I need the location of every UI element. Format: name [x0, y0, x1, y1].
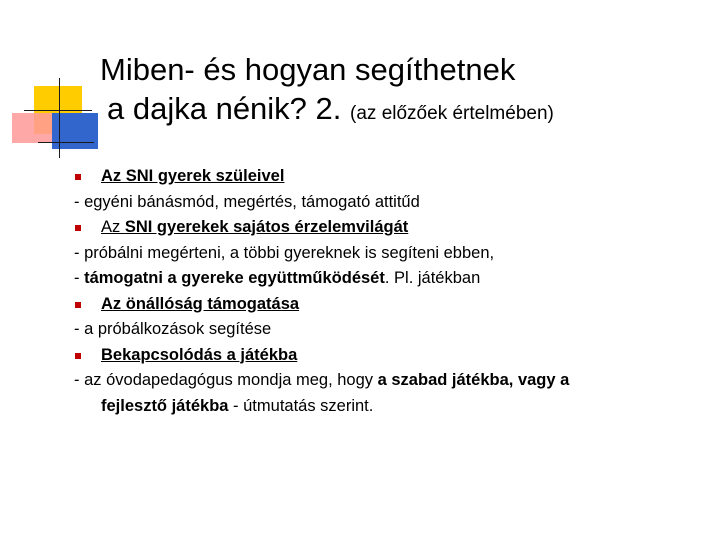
- horizontal-line-top: [24, 110, 92, 111]
- bullet-square-icon: [75, 302, 81, 308]
- line-text-4: - a próbálkozások segítése: [74, 320, 272, 338]
- line-text-5-bold: a szabad játékba, vagy a: [377, 371, 570, 389]
- bullet-text-1: Az SNI gyerek szüleivel: [101, 167, 285, 185]
- line-text-6-bold: fejlesztő játékba: [101, 396, 229, 415]
- line-text-3-bold: támogatni a gyereke együttműködését: [84, 269, 385, 287]
- body-line-1: [74, 190, 704, 216]
- title-line-2-text: a dajka nénik? 2.: [107, 91, 342, 126]
- title-line-1: Miben- és hogyan segíthetnek: [100, 52, 516, 87]
- body-line-4: [74, 317, 704, 343]
- title-note: (az előzőek értelmében): [350, 103, 554, 124]
- line-text-6-post: - útmutatás szerint.: [228, 396, 374, 415]
- vertical-line: [59, 78, 60, 158]
- bullet-item-3: [74, 292, 704, 318]
- slide-body: [74, 164, 704, 419]
- bullet-square-icon: [75, 174, 81, 180]
- line-text-1: - egyéni bánásmód, megértés, támogató attitűd: [74, 192, 420, 211]
- body-line-6: [74, 394, 704, 420]
- bullet-item-4: [74, 343, 704, 369]
- line-text-3-pre: -: [74, 269, 85, 287]
- pink-square: [12, 113, 56, 143]
- bullet-text-3: Az önállóság támogatása: [101, 294, 300, 313]
- line-text-3-post: . Pl. játékban: [384, 269, 481, 287]
- body-line-5: [74, 368, 704, 394]
- bullet-square-icon: [75, 225, 81, 231]
- line-text-2: - próbálni megérteni, a többi gyereknek is segíteni ebben,: [74, 243, 495, 262]
- bullet-text-4: Bekapcsolódás a játékba: [101, 345, 298, 364]
- slide-title: [100, 50, 700, 133]
- line-text-5-pre: - az óvodapedagógus mondja meg, hogy: [74, 371, 378, 389]
- horizontal-line-bottom: [38, 142, 94, 143]
- bullet-item-1: [74, 164, 704, 190]
- body-line-2: [74, 241, 704, 267]
- bullet-item-2: [74, 215, 704, 241]
- bullet-text-2-pre: Az: [101, 218, 125, 236]
- bullet-text-2-bold: SNI gyerekek sajátos érzelemvilágát: [124, 218, 409, 236]
- title-line-2: [100, 89, 700, 133]
- body-line-3: [74, 266, 704, 292]
- bullet-square-icon: [75, 353, 81, 359]
